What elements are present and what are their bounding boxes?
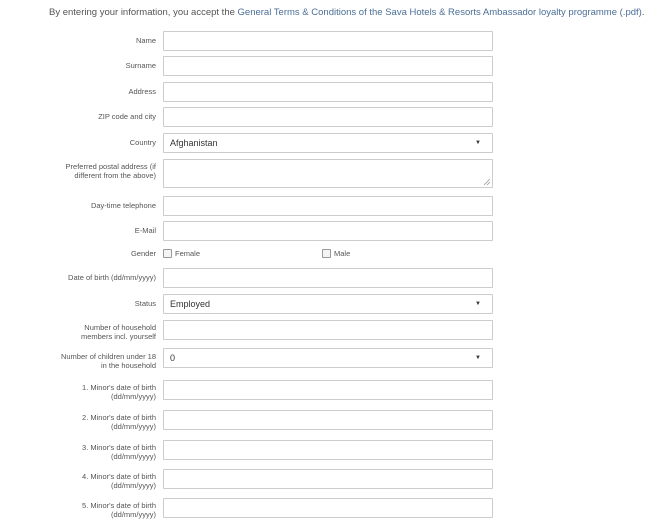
minor-3-label [82,443,156,461]
minor-5-label [82,501,156,519]
zip-city-input[interactable] [163,107,493,127]
status-value: Employed [170,299,211,309]
name-input[interactable] [163,31,493,51]
minor-1-dob-input[interactable] [163,380,493,400]
household-members-label [81,323,156,341]
minor-2-label-line2: (dd/mm/yyyy) [111,422,156,431]
minor-1-label-line2: (dd/mm/yyyy) [111,392,156,401]
male-label: Male [334,249,351,258]
gender-label: Gender [130,249,156,258]
minor-4-label [82,472,156,490]
chevron-down-icon: ▼ [475,140,481,146]
terms-link[interactable]: General Terms & Conditions of the Sava Hotels & Resorts Ambassador loyalty programme (.pdf) [237,7,642,18]
minor-3-label-line1: 3. Minor's date of birth [82,443,156,452]
children-select[interactable] [163,348,493,368]
household-members-label-line2: members incl. yourself [80,332,156,341]
minor-4-dob-input[interactable] [163,469,493,489]
postal-address-label-line2: different from the above) [74,171,156,180]
male-checkbox[interactable] [322,249,331,258]
surname-label: Surname [125,61,156,70]
children-label [61,352,156,370]
postal-address-label [66,162,156,180]
status-label: Status [134,299,156,308]
country-label: Country [129,138,156,147]
country-value: Afghanistan [170,138,218,148]
minor-4-label-line1: 4. Minor's date of birth [82,472,156,481]
minor-5-label-line2: (dd/mm/yyyy) [111,510,156,519]
minor-2-label [82,413,156,431]
resize-grip-icon[interactable] [484,179,490,185]
children-label-line1: Number of children under 18 [60,352,156,361]
address-input[interactable] [163,82,493,102]
minor-1-label-line1: 1. Minor's date of birth [82,383,156,392]
postal-address-textarea[interactable] [163,159,493,188]
household-members-input[interactable] [163,320,493,340]
terms-notice [49,7,649,18]
daytime-telephone-label: Day-time telephone [90,201,156,210]
minor-2-label-line1: 2. Minor's date of birth [82,413,156,422]
female-checkbox[interactable] [163,249,172,258]
minor-3-label-line2: (dd/mm/yyyy) [111,452,156,461]
minor-1-label [82,383,156,401]
minor-2-dob-input[interactable] [163,410,493,430]
chevron-down-icon: ▼ [475,355,481,361]
status-select[interactable] [163,294,493,314]
children-value: 0 [170,353,176,363]
email-input[interactable] [163,221,493,241]
postal-address-label-line1: Preferred postal address (if [65,162,156,171]
surname-input[interactable] [163,56,493,76]
chevron-down-icon: ▼ [475,301,481,307]
date-of-birth-label: Date of birth (dd/mm/yyyy) [68,273,156,282]
email-label: E-Mail [134,226,156,235]
minor-5-dob-input[interactable] [163,498,493,518]
daytime-telephone-input[interactable] [163,196,493,216]
minor-5-label-line1: 5. Minor's date of birth [82,501,156,510]
address-label: Address [128,87,156,96]
household-members-label-line1: Number of household [84,323,156,332]
minor-3-dob-input[interactable] [163,440,493,460]
name-label: Name [135,36,156,45]
female-label: Female [175,249,201,258]
country-select[interactable] [163,133,493,153]
date-of-birth-input[interactable] [163,268,493,288]
terms-suffix: . [641,7,645,18]
terms-prefix: By entering your information, you accept the [49,7,238,18]
zip-city-label: ZIP code and city [98,112,156,121]
children-label-line2: in the household [100,361,156,370]
minor-4-label-line2: (dd/mm/yyyy) [111,481,156,490]
